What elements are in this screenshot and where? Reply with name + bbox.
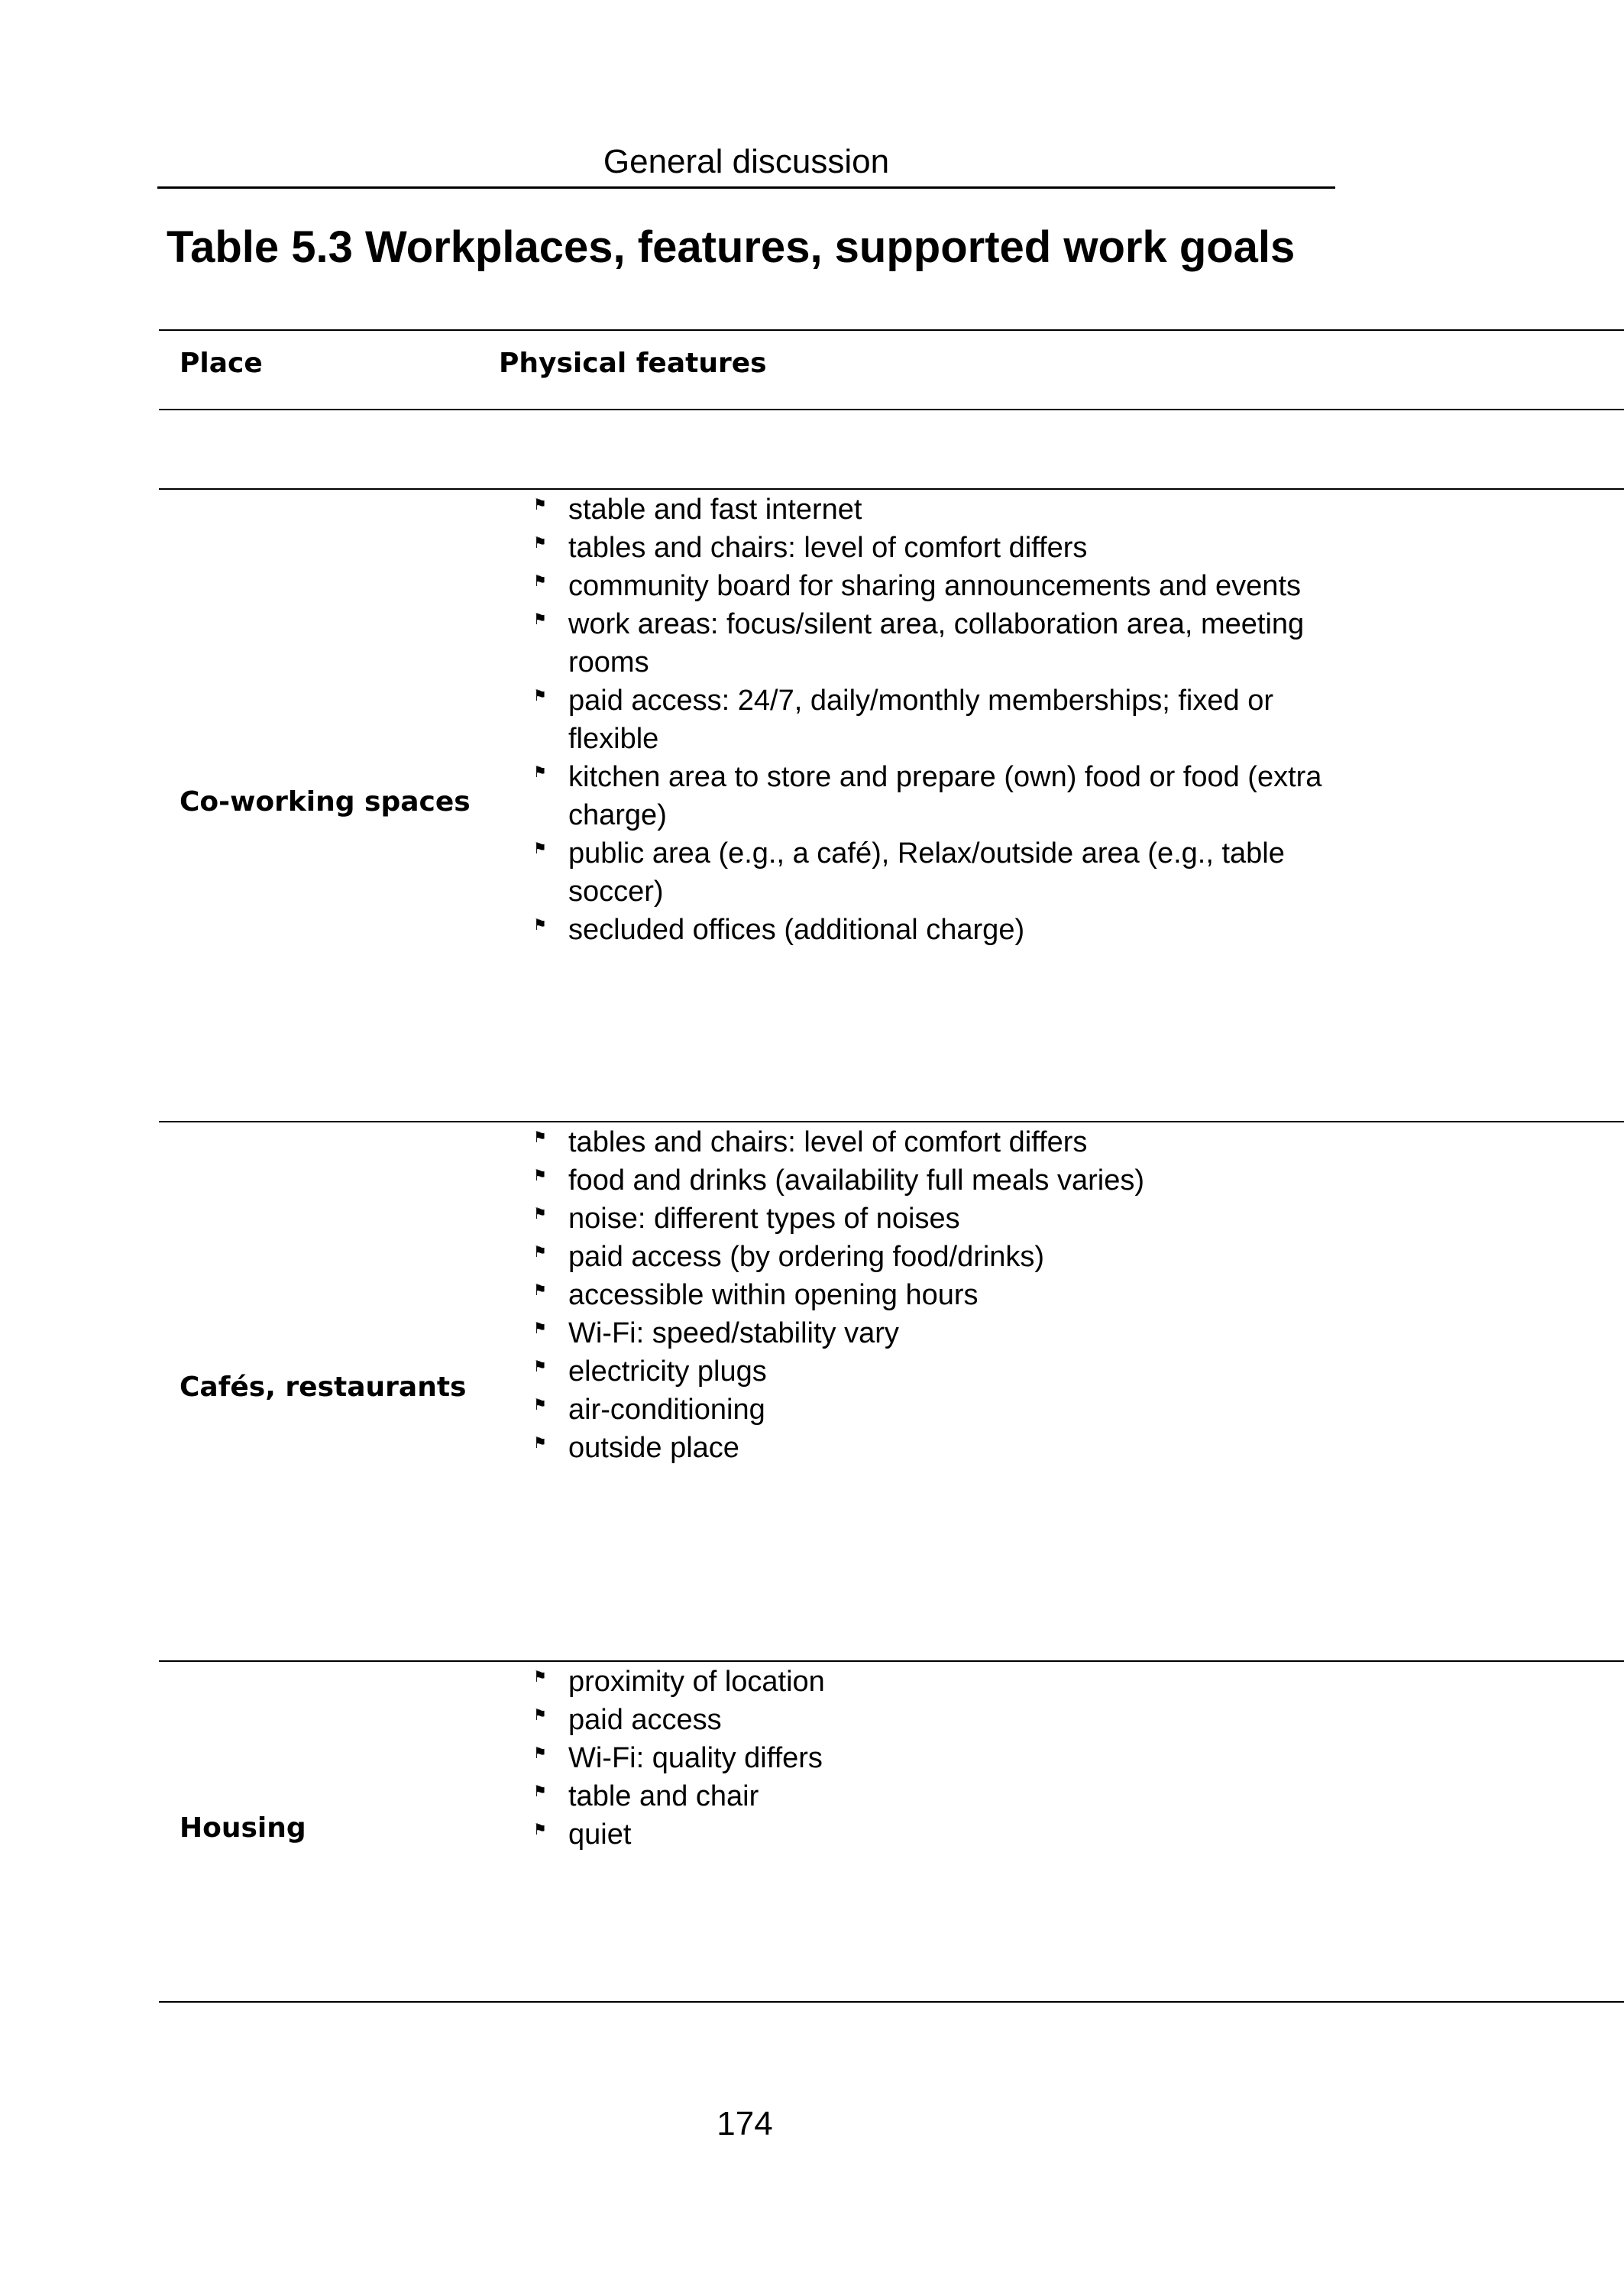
list-item: ⚑ proximity of location [533, 1666, 825, 1698]
list-item: ⚑ stable and fast internet [533, 494, 862, 526]
list-item: ⚑ Wi-Fi: speed/stability vary [533, 1317, 899, 1349]
list-item: ⚑ tables and chairs: level of comfort differs [533, 1126, 1088, 1158]
list-item: ⚑ kitchen area to store and prepare (own) food or food (extra charge) [533, 761, 1322, 831]
pin-bullet-icon: ⚑ [533, 1320, 547, 1337]
list-item: ⚑ noise: different types of noises [533, 1203, 960, 1235]
pin-bullet-icon: ⚑ [533, 1707, 547, 1724]
list-item: ⚑ accessible within opening hours [533, 1279, 979, 1311]
header-rule [159, 409, 1624, 410]
list-item: ⚑ tables and chairs: level of comfort differs [533, 532, 1088, 564]
row-rule [159, 1660, 1624, 1662]
pin-bullet-icon: ⚑ [533, 497, 547, 513]
list-item: ⚑ table and chair [533, 1780, 759, 1812]
pin-bullet-icon: ⚑ [533, 1669, 547, 1686]
pin-bullet-icon: ⚑ [533, 1168, 547, 1184]
feature-list-cafes [533, 1123, 1465, 1467]
table-bottom-rule [159, 2001, 1624, 2003]
pin-bullet-icon: ⚑ [533, 1244, 547, 1261]
pin-bullet-icon: ⚑ [533, 1359, 547, 1375]
pin-bullet-icon: ⚑ [533, 688, 547, 704]
list-item: ⚑ air-conditioning [533, 1394, 765, 1426]
list-item: ⚑ paid access (by ordering food/drinks) [533, 1241, 1045, 1273]
pin-bullet-icon: ⚑ [533, 1822, 547, 1838]
table-top-rule [159, 329, 1624, 331]
row-place-cafes: Cafés, restaurants [180, 1372, 467, 1403]
list-item: ⚑ secluded offices (additional charge) [533, 914, 1025, 946]
row-place-housing: Housing [180, 1812, 306, 1844]
pin-bullet-icon: ⚑ [533, 535, 547, 552]
pin-bullet-icon: ⚑ [533, 1435, 547, 1452]
list-item: ⚑ food and drinks (availability full meals varies) [533, 1164, 1144, 1197]
pin-bullet-icon: ⚑ [533, 1397, 547, 1414]
page-number: 174 [717, 2105, 773, 2142]
column-header-place: Place [180, 348, 263, 379]
pin-bullet-icon: ⚑ [533, 1206, 547, 1223]
list-item: ⚑ public area (e.g., a café), Relax/outside area (e.g., table soccer) [533, 837, 1285, 908]
row-rule [159, 488, 1624, 490]
pin-bullet-icon: ⚑ [533, 573, 547, 590]
list-item: ⚑ outside place [533, 1432, 739, 1464]
running-header: General discussion [157, 138, 1335, 189]
list-item: ⚑ paid access [533, 1704, 722, 1736]
list-item: ⚑ paid access: 24/7, daily/monthly memberships; fixed or flexible [533, 685, 1273, 755]
pin-bullet-icon: ⚑ [533, 764, 547, 781]
list-item: ⚑ quiet [533, 1819, 632, 1851]
pin-bullet-icon: ⚑ [533, 917, 547, 934]
row-rule [159, 1121, 1624, 1122]
pin-bullet-icon: ⚑ [533, 1282, 547, 1299]
list-item: ⚑ Wi-Fi: quality differs [533, 1742, 823, 1774]
pin-bullet-icon: ⚑ [533, 1129, 547, 1146]
pin-bullet-icon: ⚑ [533, 1745, 547, 1762]
row-place-coworking: Co-working spaces [180, 786, 471, 818]
list-item: ⚑ electricity plugs [533, 1355, 767, 1388]
feature-list-housing [533, 1663, 1465, 1854]
pin-bullet-icon: ⚑ [533, 1783, 547, 1800]
list-item: ⚑ community board for sharing announcements and events [533, 570, 1301, 602]
feature-list-coworking [533, 491, 1465, 949]
column-header-physical-features: Physical features [499, 348, 767, 379]
pin-bullet-icon: ⚑ [533, 611, 547, 628]
table-title: Table 5.3 Workplaces, features, supported work goals [167, 222, 1296, 272]
pin-bullet-icon: ⚑ [533, 840, 547, 857]
list-item: ⚑ work areas: focus/silent area, collaboration area, meeting rooms [533, 608, 1305, 679]
